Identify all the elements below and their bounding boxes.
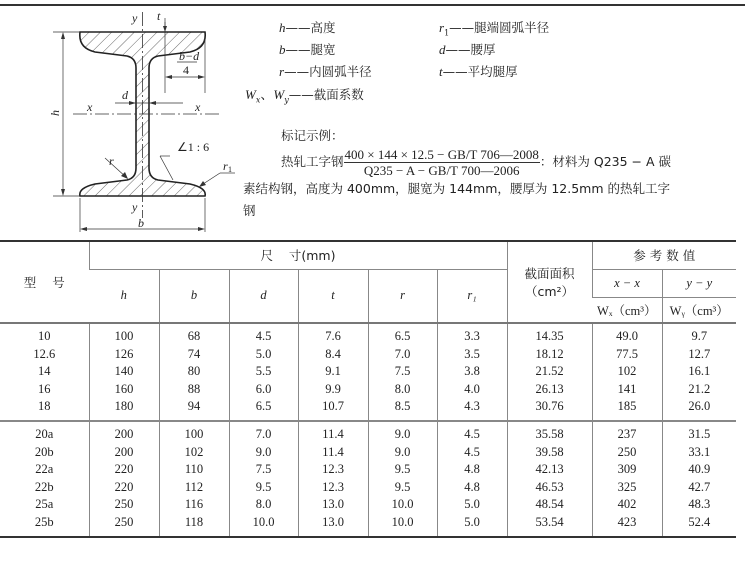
table-row: [0, 496, 736, 514]
cell-wx: 77.5: [592, 346, 662, 364]
cell-model: 20a: [35, 426, 54, 441]
cell-r1: 4.0: [437, 381, 507, 399]
cell-h: 140: [89, 363, 159, 381]
cell-r1: 4.8: [437, 479, 507, 497]
cell-d: 7.5: [229, 461, 298, 479]
cell-wy: 9.7: [662, 323, 736, 346]
header-area: 截面面积 （cm²）: [507, 241, 592, 323]
cell-r: 8.5: [368, 398, 437, 421]
cell-r1: 5.0: [437, 514, 507, 537]
cell-area: 26.13: [507, 381, 592, 399]
cell-model: 14: [38, 364, 51, 379]
cell-d: 10.0: [229, 514, 298, 537]
cell-wx: 250: [592, 444, 662, 462]
cell-r1: 4.5: [437, 444, 507, 462]
cell-r: 9.0: [368, 444, 437, 462]
table-row: [0, 444, 736, 462]
table-row: [0, 461, 736, 479]
cell-wy: 40.9: [662, 461, 736, 479]
marking-example: [243, 125, 713, 222]
cell-area: 39.58: [507, 444, 592, 462]
cell-h: 126: [89, 346, 159, 364]
cell-wx: 185: [592, 398, 662, 421]
legend-r1: $r_1——$腿端圆弧半径: [439, 20, 550, 38]
cell-area: 30.76: [507, 398, 592, 421]
cell-wy: 12.7: [662, 346, 736, 364]
cell-wx: 237: [592, 421, 662, 444]
legend-t: t——平均腿厚: [439, 64, 518, 79]
header-axis-yy: y − y: [662, 269, 736, 297]
header-r: r: [368, 269, 437, 323]
cell-wy: 26.0: [662, 398, 736, 421]
header-b: b: [159, 269, 229, 323]
cell-t: 11.4: [298, 421, 368, 444]
cell-d: 7.0: [229, 421, 298, 444]
table-row: [0, 363, 736, 381]
cell-d: 6.0: [229, 381, 298, 399]
cell-h: 250: [89, 496, 159, 514]
label-b: b: [138, 216, 144, 230]
cell-t: 7.6: [298, 323, 368, 346]
cell-d: 8.0: [229, 496, 298, 514]
cell-model: 16: [38, 381, 51, 396]
cell-t: 9.9: [298, 381, 368, 399]
designation-fraction: $\frac{400 \times 144 \times 12.5 - GB/T 706—2008}{Q235 - A - GB/T 700—2006}$: [344, 147, 539, 178]
cell-area: 48.54: [507, 496, 592, 514]
cell-t: 8.4: [298, 346, 368, 364]
cell-d: 5.5: [229, 363, 298, 381]
cell-wx: 141: [592, 381, 662, 399]
cell-wx: 402: [592, 496, 662, 514]
cell-model: 22b: [34, 479, 54, 494]
cell-b: 118: [159, 514, 229, 537]
header-h: h: [89, 269, 159, 323]
cell-r: 7.5: [368, 363, 437, 381]
cell-model: 12.6: [33, 346, 56, 361]
label-bd-num: b−d: [179, 49, 200, 63]
cell-h: 250: [89, 514, 159, 537]
cell-t: 12.3: [298, 479, 368, 497]
cell-b: 80: [159, 363, 229, 381]
legend-b: b——腿宽: [279, 42, 336, 57]
cell-wy: 48.3: [662, 496, 736, 514]
cell-b: 102: [159, 444, 229, 462]
label-x-left: x: [87, 100, 93, 114]
cell-wx: 423: [592, 514, 662, 537]
cell-wy: 31.5: [662, 421, 736, 444]
i-beam-cross-section-diagram: [45, 8, 245, 234]
label-r1: r: [223, 159, 228, 173]
cell-r1: 4.5: [437, 421, 507, 444]
label-y-bottom: y: [132, 200, 138, 214]
legend-w: $W_x$、$W_y——$截面系数: [245, 87, 364, 105]
cell-area: 18.12: [507, 346, 592, 364]
label-r1-sub: 1: [228, 165, 232, 174]
cell-wy: 52.4: [662, 514, 736, 537]
cell-b: 94: [159, 398, 229, 421]
label-t: t: [157, 9, 161, 23]
cell-model: 25a: [35, 497, 54, 512]
header-model: 型 号: [0, 241, 89, 323]
cell-d: 9.0: [229, 444, 298, 462]
cell-d: 5.0: [229, 346, 298, 364]
cell-h: 200: [89, 421, 159, 444]
cell-r: 9.5: [368, 479, 437, 497]
cell-b: 112: [159, 479, 229, 497]
example-line2: 素结构钢，高度为 400mm，腿宽为 144mm，腰厚为 12.5mm 的热轧工字: [243, 181, 671, 196]
cell-wx: 49.0: [592, 323, 662, 346]
cell-r: 8.0: [368, 381, 437, 399]
cell-wx: 102: [592, 363, 662, 381]
cell-r1: 4.8: [437, 461, 507, 479]
cell-b: 68: [159, 323, 229, 346]
cell-r1: 3.8: [437, 363, 507, 381]
cell-b: 116: [159, 496, 229, 514]
cell-area: 35.58: [507, 421, 592, 444]
cell-r: 10.0: [368, 514, 437, 537]
table-row: [0, 421, 736, 444]
example-line1: 热轧工字钢 $\frac{400 \times 144 \times 12.5 - GB/T 706—2008}{Q235 - A - GB/T 700—2006}$ ：材料为 Q235 − A 碳: [281, 147, 672, 178]
cell-r1: 3.5: [437, 346, 507, 364]
top-rule: [0, 4, 745, 6]
header-axis-xx: x − x: [592, 269, 662, 297]
cell-h: 160: [89, 381, 159, 399]
cell-wy: 21.2: [662, 381, 736, 399]
label-d: d: [122, 88, 128, 102]
label-bd-den: 4: [183, 63, 189, 77]
cell-d: 9.5: [229, 479, 298, 497]
cell-t: 10.7: [298, 398, 368, 421]
i-beam-spec-table: [0, 240, 736, 538]
table-row: [0, 346, 736, 364]
cell-b: 110: [159, 461, 229, 479]
legend-d: d——腰厚: [439, 42, 496, 57]
cell-area: 53.54: [507, 514, 592, 537]
legend-r: r——内圆弧半径: [279, 64, 372, 79]
cell-d: 6.5: [229, 398, 298, 421]
cell-model: 25b: [0, 514, 89, 537]
cell-wx: 309: [592, 461, 662, 479]
cell-t: 11.4: [298, 444, 368, 462]
cell-h: 220: [89, 461, 159, 479]
table-row: [0, 398, 736, 421]
header-d: d: [229, 269, 298, 323]
header-reference: 参 考 数 值: [592, 241, 736, 269]
table-row: [0, 323, 736, 346]
label-h: h: [48, 110, 62, 116]
example-title: 标记示例：: [281, 128, 344, 143]
cell-area: 42.13: [507, 461, 592, 479]
table-row: [0, 479, 736, 497]
header-dimensions: 尺 寸(mm): [89, 241, 507, 269]
example-line3: 钢: [243, 203, 256, 218]
cell-model: 18: [0, 398, 89, 421]
cell-r1: 5.0: [437, 496, 507, 514]
cell-t: 12.3: [298, 461, 368, 479]
cell-t: 9.1: [298, 363, 368, 381]
cell-b: 100: [159, 421, 229, 444]
header-wy: Wᵧ（cm³）: [662, 297, 736, 323]
cell-b: 88: [159, 381, 229, 399]
cell-h: 200: [89, 444, 159, 462]
legend-h: h——高度: [279, 20, 336, 35]
cell-r: 9.5: [368, 461, 437, 479]
cell-h: 100: [89, 323, 159, 346]
cell-area: 46.53: [507, 479, 592, 497]
cell-model: 22a: [35, 462, 54, 477]
cell-r1: 3.3: [437, 323, 507, 346]
cell-r1: 4.3: [437, 398, 507, 421]
cell-r: 7.0: [368, 346, 437, 364]
cell-model: 10: [38, 329, 51, 343]
label-r: r: [109, 154, 114, 168]
cell-r: 10.0: [368, 496, 437, 514]
cell-area: 21.52: [507, 363, 592, 381]
cell-t: 13.0: [298, 514, 368, 537]
cell-wy: 16.1: [662, 363, 736, 381]
label-slope: ∠1 : 6: [177, 140, 210, 154]
cell-r: 9.0: [368, 421, 437, 444]
table-row: [0, 381, 736, 399]
cell-b: 74: [159, 346, 229, 364]
cell-model: 20b: [34, 444, 54, 459]
cell-wx: 325: [592, 479, 662, 497]
header-t: t: [298, 269, 368, 323]
cell-wy: 42.7: [662, 479, 736, 497]
cell-d: 4.5: [229, 323, 298, 346]
table-row: [0, 514, 736, 537]
cell-area: 14.35: [507, 323, 592, 346]
label-x-right: x: [195, 100, 201, 114]
cell-h: 180: [89, 398, 159, 421]
cell-r: 6.5: [368, 323, 437, 346]
header-r1: r₁: [437, 269, 507, 323]
header-wx: Wₓ（cm³）: [592, 297, 662, 323]
cell-wy: 33.1: [662, 444, 736, 462]
label-y-top: y: [132, 11, 138, 25]
cell-h: 220: [89, 479, 159, 497]
cell-t: 13.0: [298, 496, 368, 514]
